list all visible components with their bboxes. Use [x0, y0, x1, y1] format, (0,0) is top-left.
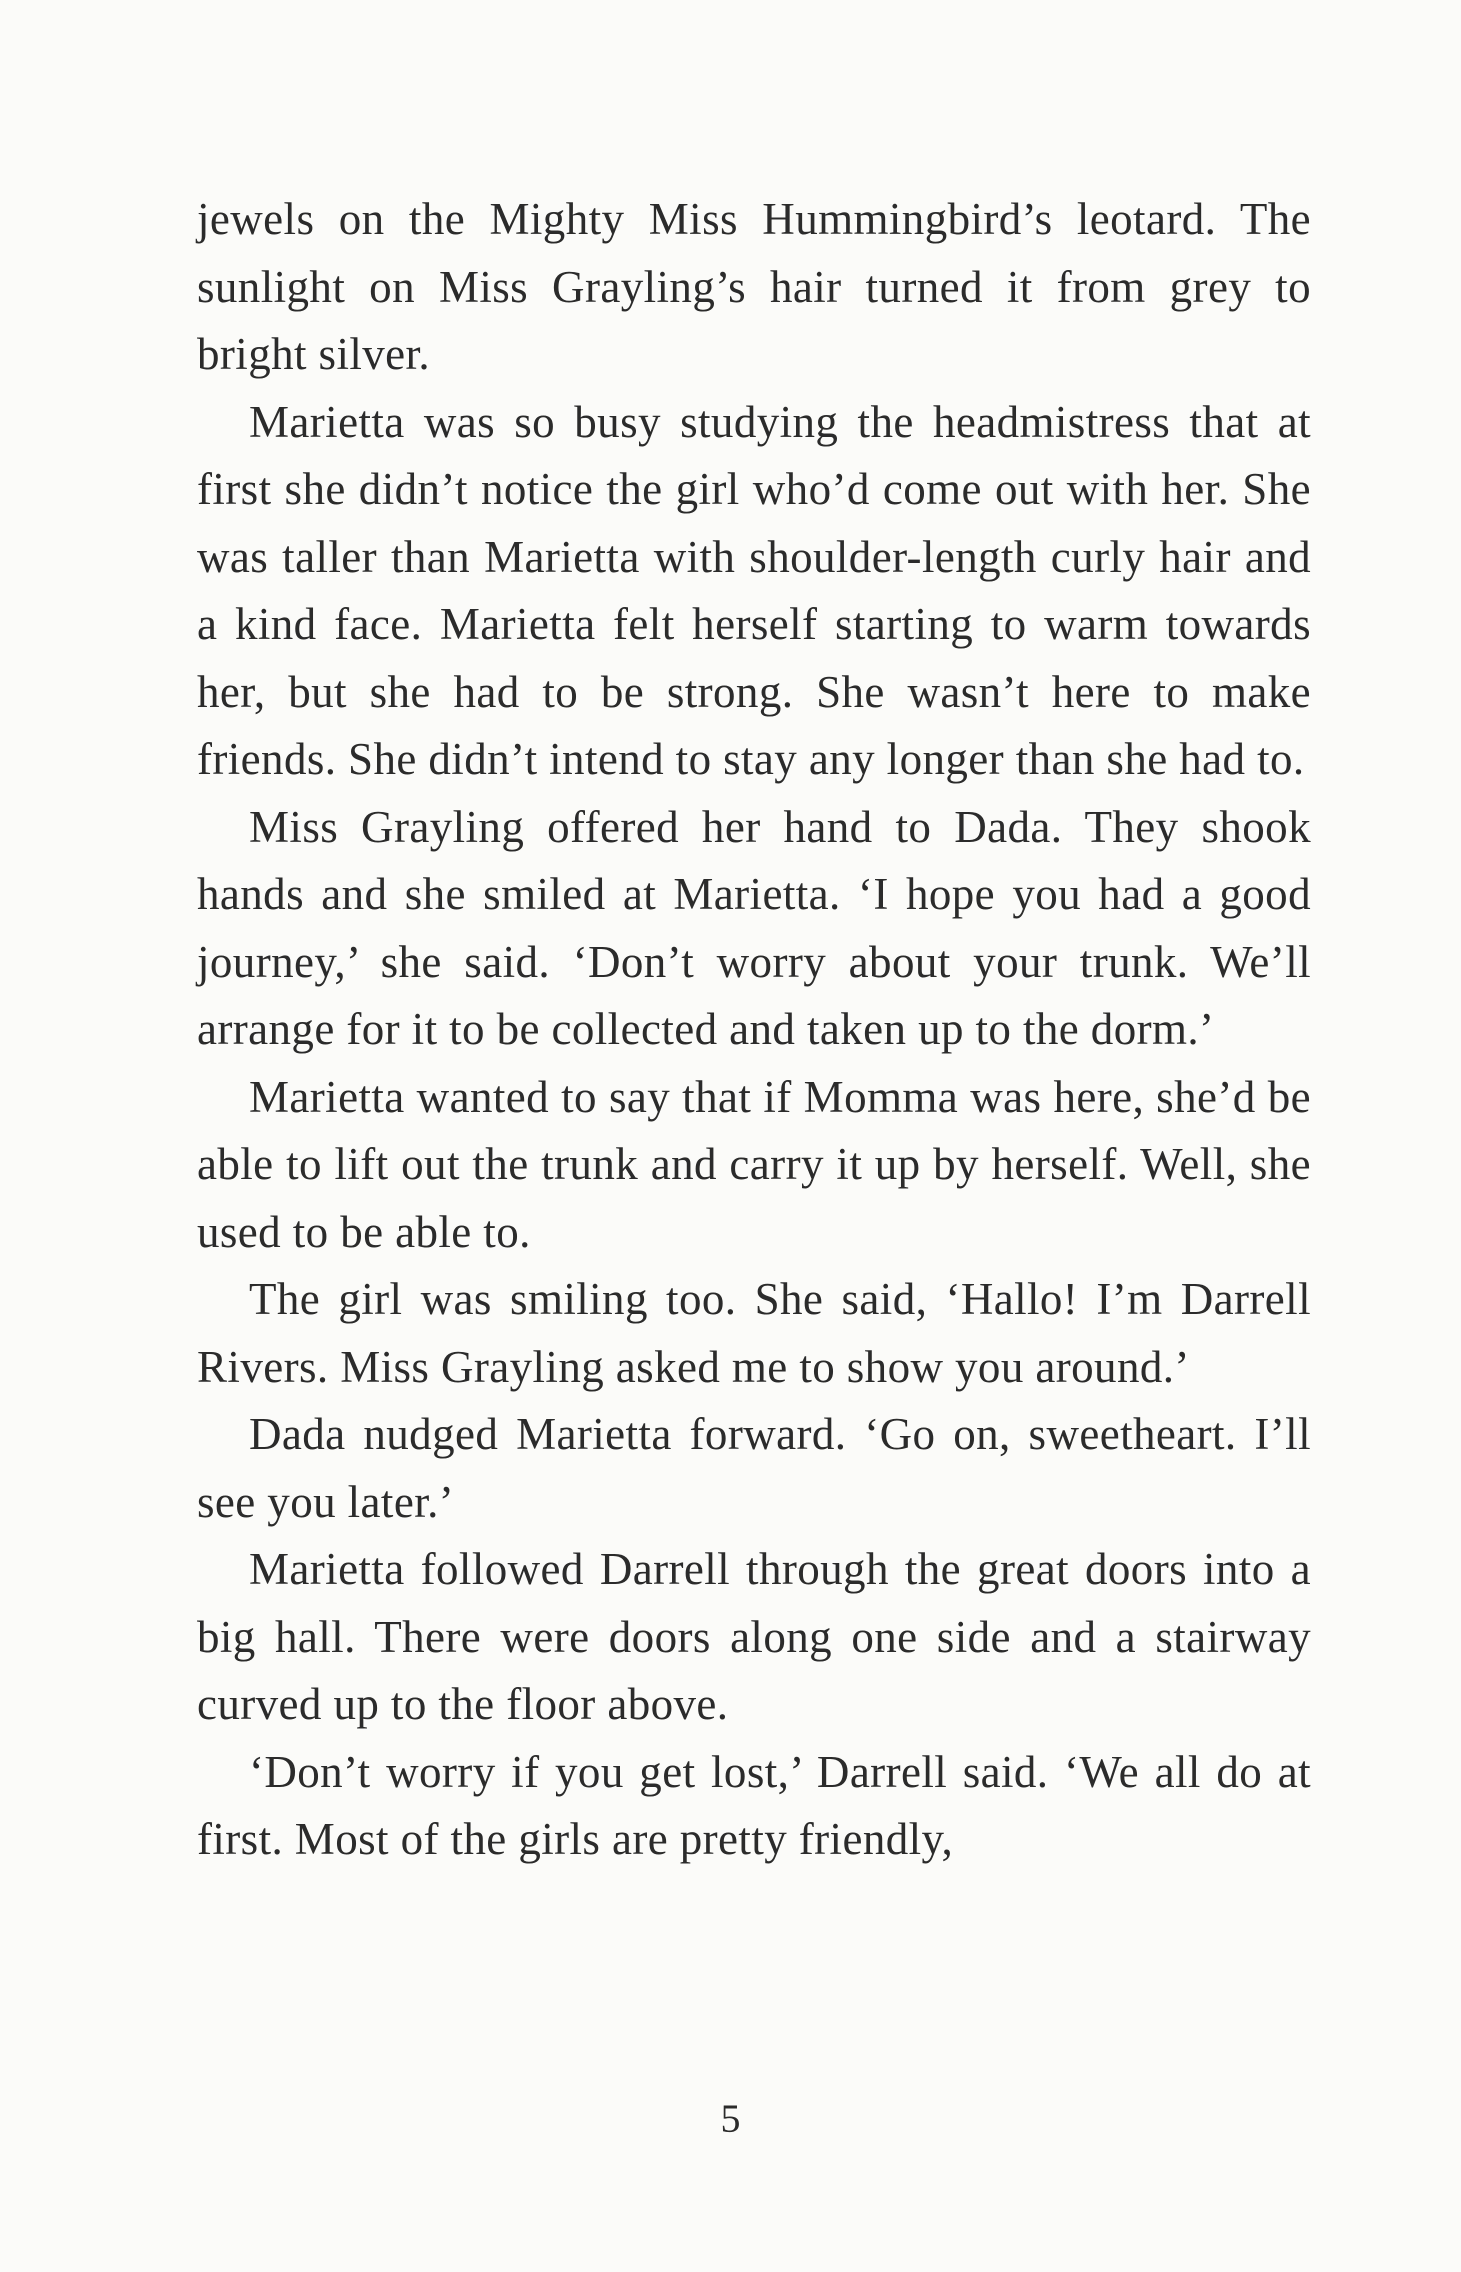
page-number: 5	[720, 2096, 741, 2141]
paragraph-8: ‘Don’t worry if you get lost,’ Darrell said. ‘We all do at first. Most of the girls are pretty friendly,	[197, 1746, 1311, 1864]
paragraph-6: Dada nudged Marietta forward. ‘Go on, sweetheart. I’ll see you later.’	[197, 1409, 1311, 1527]
body-text	[197, 186, 1311, 1874]
paragraph-2: Marietta was so busy studying the headmistress that at first she didn’t notice the girl who’d come out with her. She was taller than Marietta with shoulder-length curly hair and a kind face. Marietta felt herself starting to warm towards her, but she had to be strong. She wasn’t here to make friends. She didn’t intend to stay any longer than she had to.	[197, 396, 1311, 784]
paragraph-3: Miss Grayling offered her hand to Dada. They shook hands and she smiled at Marietta. ‘I hope you had a good journey,’ she said. ‘Don’t worry about your trunk. We’ll arrange for it to be collected and taken up to the dorm.’	[197, 801, 1311, 1054]
paragraph-1: jewels on the Mighty Miss Hummingbird’s leotard. The sunlight on Miss Grayling’s hair turned it from grey to bright silver.	[197, 194, 1311, 379]
paragraph-7: Marietta followed Darrell through the great doors into a big hall. There were doors along one side and a stairway curved up to the floor above.	[197, 1544, 1311, 1729]
paragraph-4: Marietta wanted to say that if Momma was here, she’d be able to lift out the trunk and carry it up by herself. Well, she used to be able to.	[197, 1071, 1311, 1257]
paragraph-5: The girl was smiling too. She said, ‘Hallo! I’m Darrell Rivers. Miss Grayling asked me to show you around.’	[197, 1274, 1311, 1392]
